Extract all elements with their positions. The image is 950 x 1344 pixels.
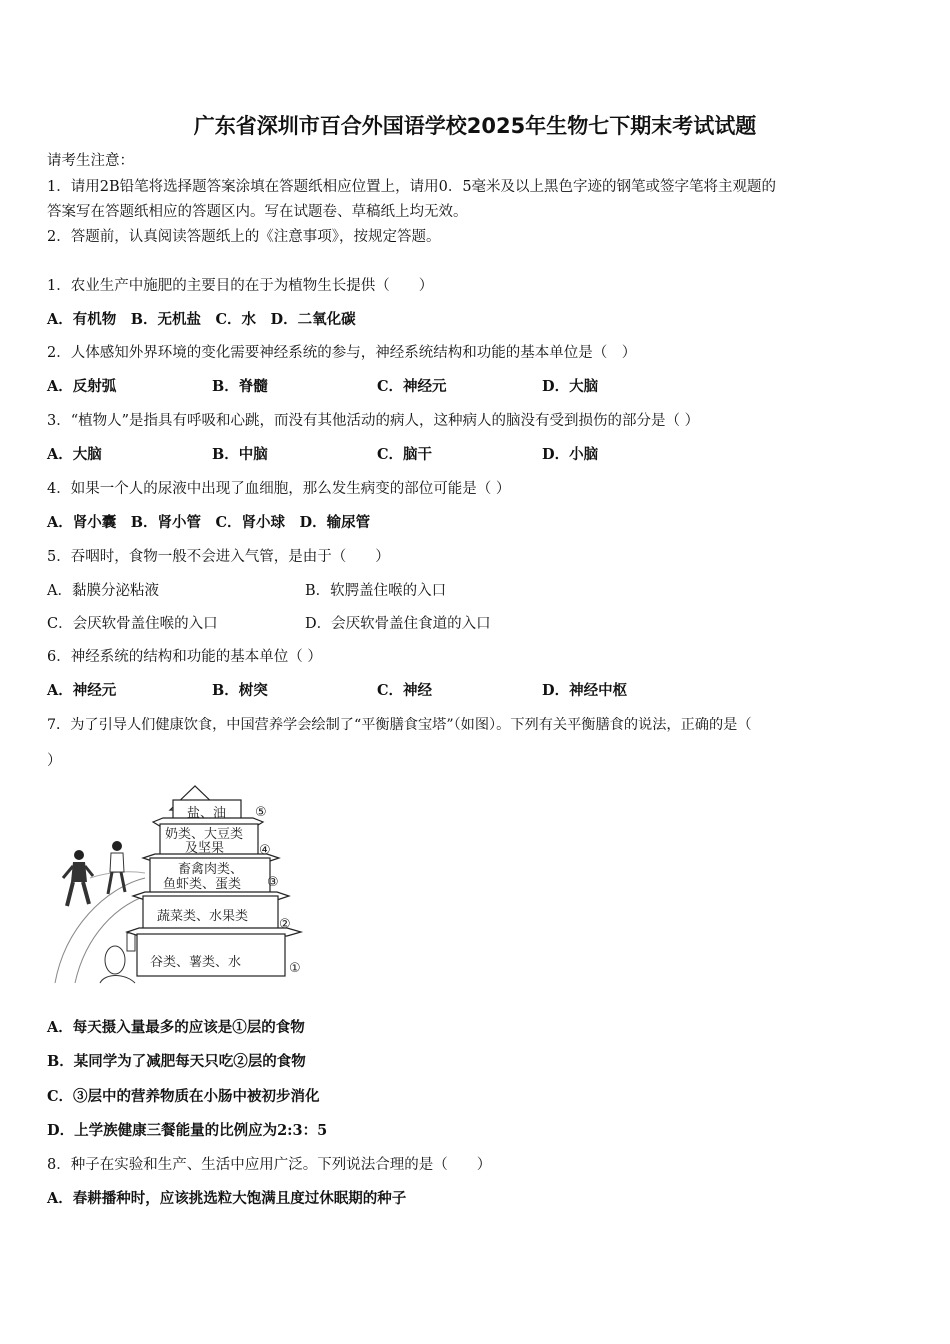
q6-option-b: B．树突 xyxy=(212,682,268,699)
q5-option-c: C．会厌软骨盖住喉的入口 xyxy=(47,616,218,632)
q5-option-a: A．黏膜分泌粘液 xyxy=(47,583,159,599)
pyramid-num-3: ③ xyxy=(267,875,279,890)
q6-stem: 6．神经系统的结构和功能的基本单位（ ） xyxy=(47,649,322,665)
pyramid-layer-4a: 奶类、大豆类 xyxy=(165,827,244,842)
page-title: 广东省深圳市百合外国语学校2025年生物七下期末考试试题 xyxy=(193,114,757,138)
notice-line-1: 1．请用2B铅笔将选择题答案涂填在答题纸相应位置上，请用0．5毫米及以上黑色字迹的钢笔或签字笔将主观题的 xyxy=(47,179,777,195)
q7-stem: 7．为了引导人们健康饮食，中国营养学会绘制了“平衡膳食宝塔”（如图）。下列有关平衡膳食的说法，正确的是（ xyxy=(47,717,752,733)
pyramid-layer-3a: 畜禽肉类、 xyxy=(178,862,244,877)
pyramid-layer-3b: 鱼虾类、蛋类 xyxy=(163,877,242,892)
q4-options: A．肾小囊 B．肾小管 C．肾小球 D．输尿管 xyxy=(47,514,371,531)
q7-stem-end: ） xyxy=(47,753,62,769)
notice-heading: 请考生注意： xyxy=(47,153,134,169)
q5-option-b: B．软腭盖住喉的入口 xyxy=(305,583,447,599)
q6-option-a: A．神经元 xyxy=(47,682,117,699)
runner-figure xyxy=(108,841,125,894)
q8-stem: 8．种子在实验和生产、生活中应用广泛。下列说法合理的是（ ） xyxy=(47,1157,492,1173)
q7-option-a: A．每天摄入量最多的应该是①层的食物 xyxy=(47,1019,305,1036)
q6-option-c: C．神经 xyxy=(377,682,433,699)
q2-option-b: B．脊髓 xyxy=(212,378,268,395)
notice-line-3: 2．答题前，认真阅读答题纸上的《注意事项》，按规定答题。 xyxy=(47,229,441,245)
q2-option-a: A．反射弧 xyxy=(47,378,117,395)
pyramid-num-4: ④ xyxy=(259,843,271,858)
q3-stem: 3．“植物人”是指具有呼吸和心跳，而没有其他活动的病人，这种病人的脑没有受到损伤的部分是（ ） xyxy=(47,413,700,429)
q3-option-d: D．小脑 xyxy=(542,446,599,463)
q6-option-d: D．神经中枢 xyxy=(542,682,628,699)
q3-option-c: C．脑干 xyxy=(377,446,433,463)
pyramid-num-5: ⑤ xyxy=(255,805,267,820)
food-pyramid-figure xyxy=(45,778,315,986)
q3-option-a: A．大脑 xyxy=(47,446,102,463)
pyramid-layer-1: 谷类、薯类、水 xyxy=(150,955,242,970)
q5-stem: 5．吞咽时，食物一般不会进入气管，是由于（ ） xyxy=(47,549,390,565)
q5-option-d: D．会厌软骨盖住食道的入口 xyxy=(305,616,491,632)
q7-option-c: C．③层中的营养物质在小肠中被初步消化 xyxy=(47,1088,320,1105)
q3-option-b: B．中脑 xyxy=(212,446,268,463)
q7-option-d: D．上学族健康三餐能量的比例应为2:3：5 xyxy=(47,1122,328,1139)
pyramid-layer-4b: 及坚果 xyxy=(185,841,225,856)
mascot-figure xyxy=(100,933,135,983)
q2-option-c: C．神经元 xyxy=(377,378,447,395)
q1-options: A．有机物 B．无机盐 C．水 D．二氧化碳 xyxy=(47,311,356,328)
pyramid-layer-5: 盐、油 xyxy=(187,806,227,821)
q1-stem: 1．农业生产中施肥的主要目的在于为植物生长提供（ ） xyxy=(47,278,434,294)
runner-figure xyxy=(63,850,93,906)
pyramid-layer-2: 蔬菜类、水果类 xyxy=(157,909,249,924)
q2-option-d: D．大脑 xyxy=(542,378,599,395)
pyramid-num-1: ① xyxy=(289,961,301,976)
q4-stem: 4．如果一个人的尿液中出现了血细胞，那么发生病变的部位可能是（ ） xyxy=(47,481,511,497)
q7-option-b: B．某同学为了减肥每天只吃②层的食物 xyxy=(47,1053,306,1070)
pyramid-num-2: ② xyxy=(279,917,291,932)
q8-option-a: A．春耕播种时，应该挑选粒大饱满且度过休眠期的种子 xyxy=(47,1190,407,1207)
q2-stem: 2．人体感知外界环境的变化需要神经系统的参与，神经系统结构和功能的基本单位是（ ） xyxy=(47,345,637,361)
notice-line-2: 答案写在答题纸相应的答题区内。写在试题卷、草稿纸上均无效。 xyxy=(47,204,468,220)
